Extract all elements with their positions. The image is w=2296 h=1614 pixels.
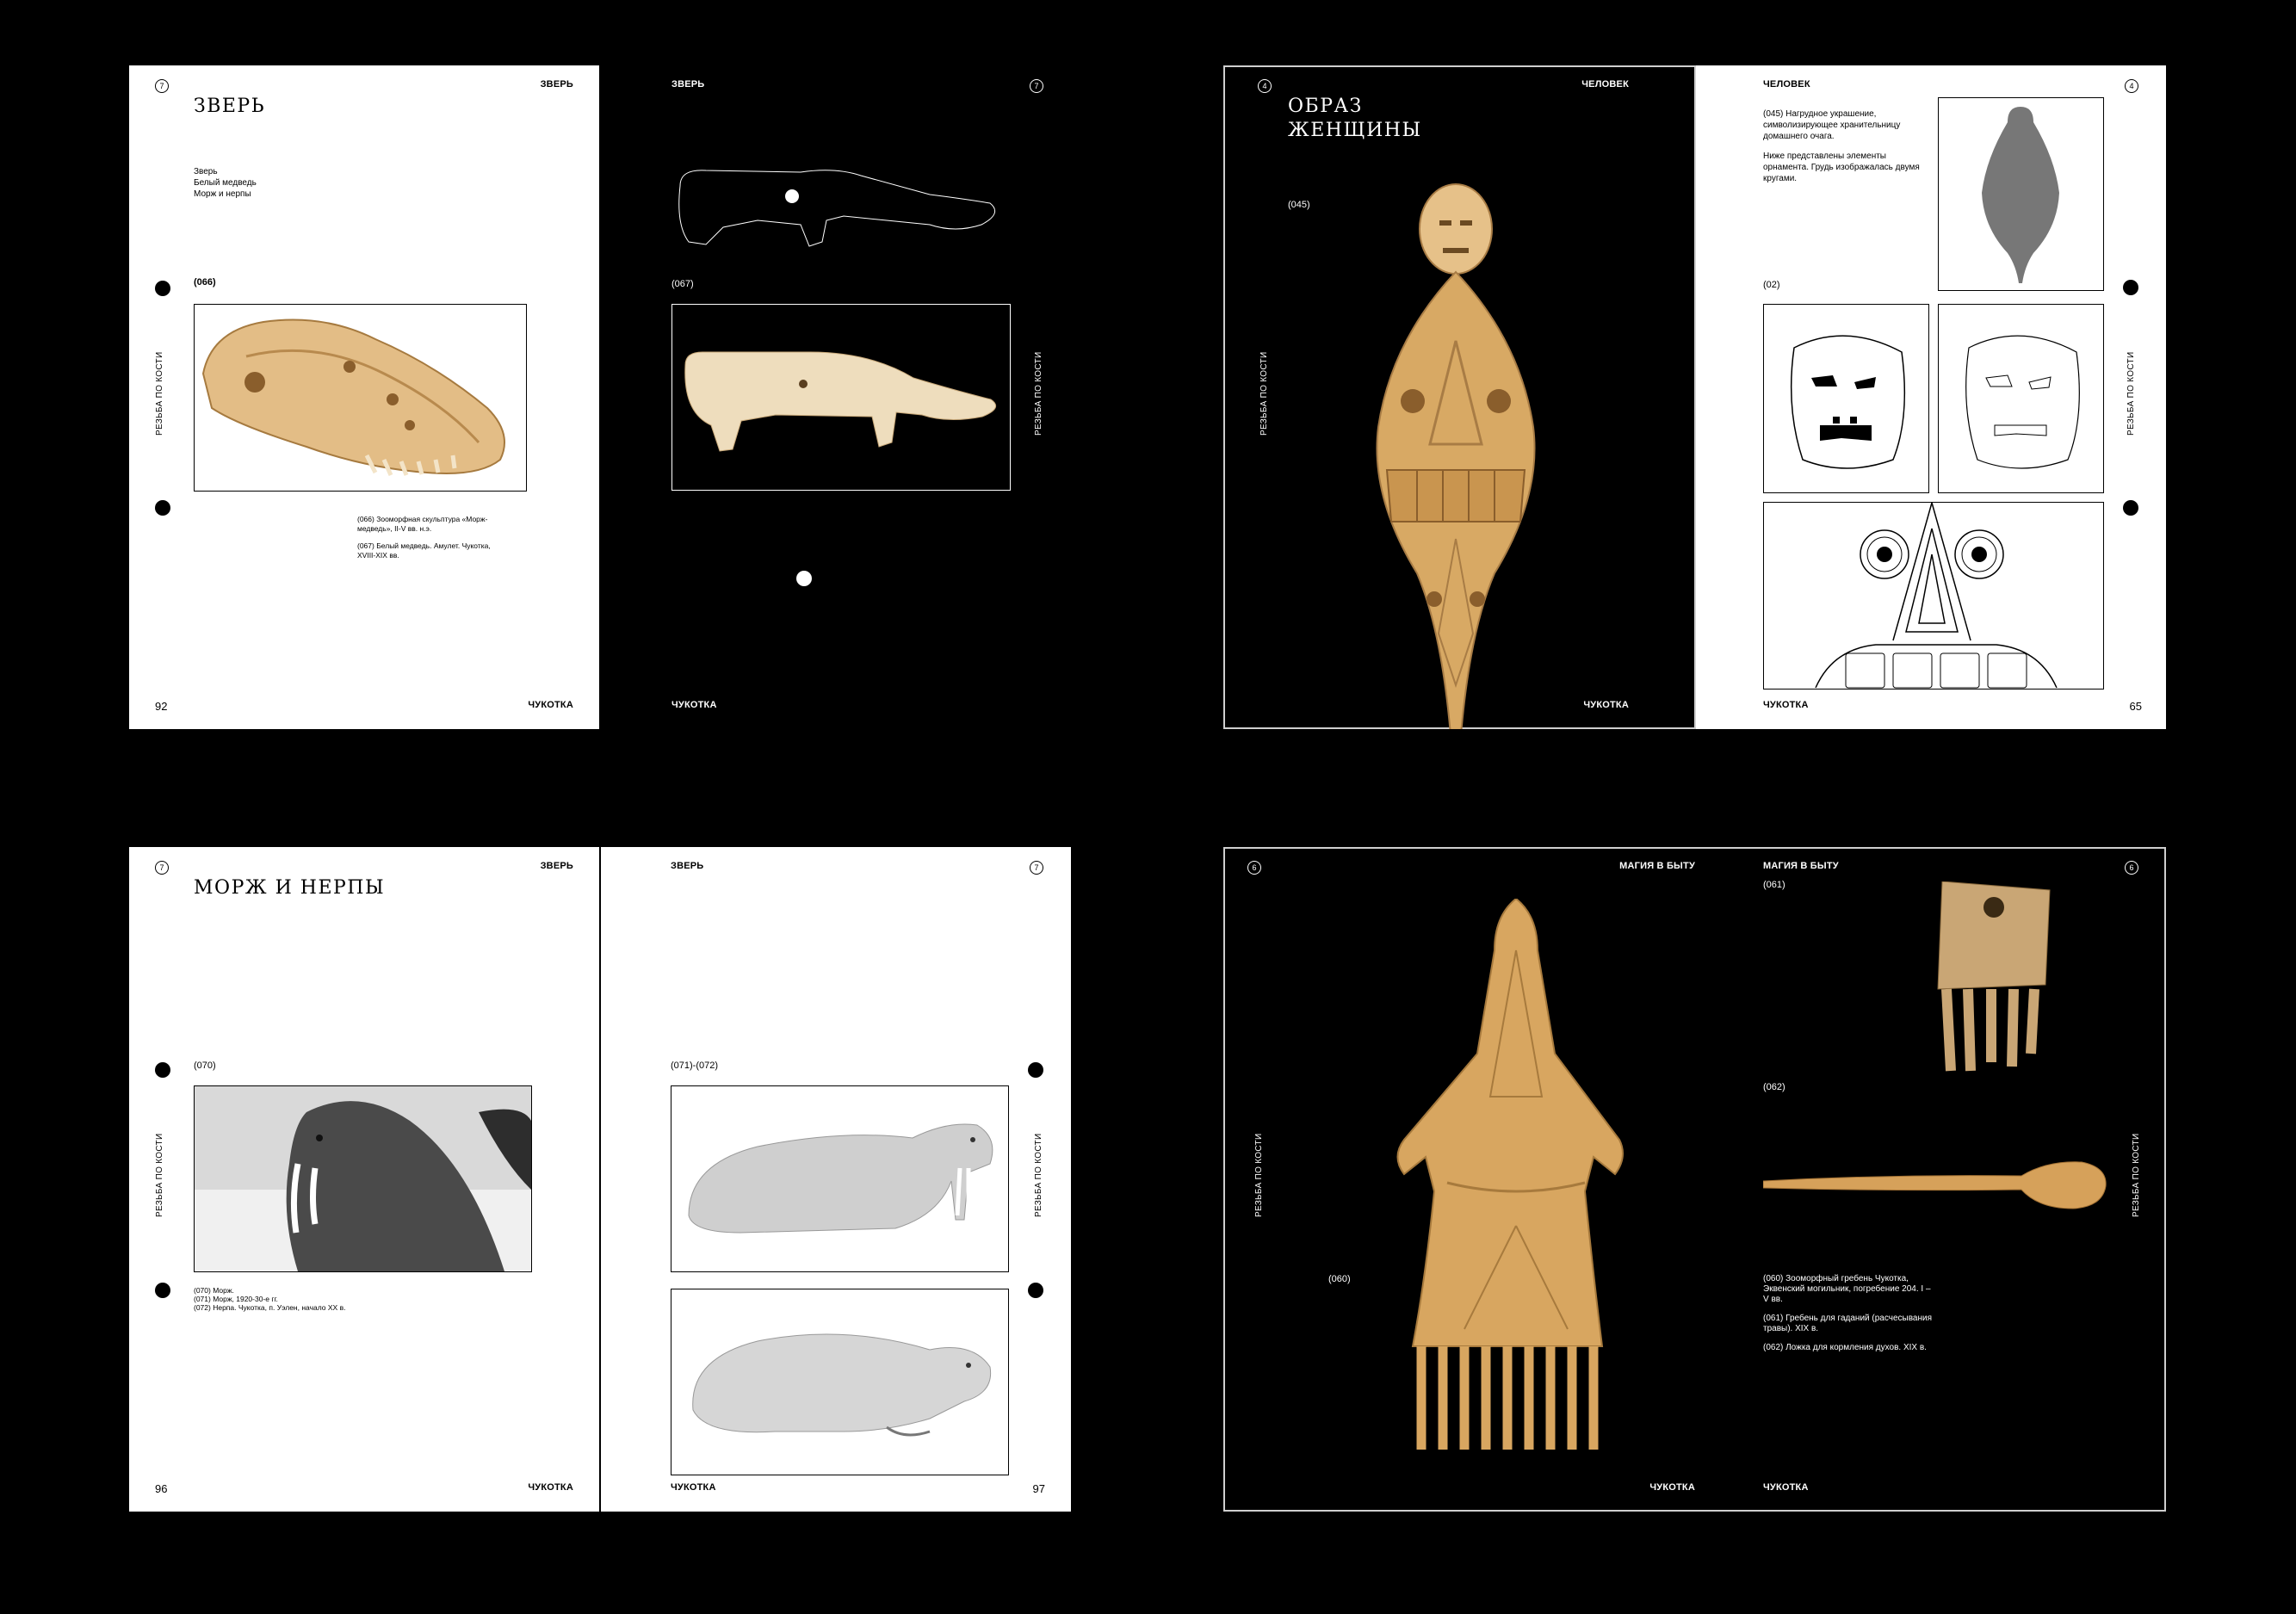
- vertical-section-label: РЕЗЬБА ПО КОСТИ: [2132, 1133, 2141, 1217]
- pendant-ornament-line-drawing: [1764, 503, 2103, 689]
- chapter-number-badge: 4: [1258, 79, 1272, 93]
- spirit-feeding-spoon-image: [1763, 1155, 2107, 1215]
- walrus-photo: [195, 1086, 531, 1271]
- figure-code: (071)-(072): [671, 1061, 719, 1071]
- binding-hole: [1028, 1283, 1043, 1298]
- figure-code: (045): [1288, 200, 1310, 210]
- chapter-title: ОБРАЗ ЖЕНЩИНЫ: [1288, 96, 1422, 141]
- chapter-number-badge: 7: [1030, 861, 1043, 875]
- binding-hole: [155, 1062, 170, 1078]
- vertical-section-label: РЕЗЬБА ПО КОСТИ: [155, 351, 164, 436]
- vertical-section-label: РЕЗЬБА ПО КОСТИ: [1034, 351, 1043, 436]
- chapter-number-badge: 7: [1030, 79, 1043, 93]
- captions: [194, 1286, 418, 1312]
- running-header: ЗВЕРЬ: [671, 79, 705, 90]
- binding-hole: [2123, 500, 2138, 516]
- running-footer: ЧУКОТКА: [1763, 1482, 1809, 1493]
- toc-item: Зверь: [194, 167, 218, 176]
- binding-hole: [155, 1283, 170, 1298]
- vertical-section-label: РЕЗЬБА ПО КОСТИ: [155, 1133, 164, 1217]
- running-footer: ЧУКОТКА: [1763, 700, 1809, 710]
- caption: (061) Гребень для гаданий (расчесывания травы). XIX в.: [1763, 1314, 1932, 1333]
- toc-item: Белый медведь: [194, 178, 257, 188]
- caption: (067) Белый медведь. Амулет. Чукотка, XVIII-XIX вв.: [357, 541, 491, 560]
- page-number: 96: [155, 1482, 168, 1495]
- spread1-left-page: [129, 65, 599, 729]
- caption: (062) Ложка для кормления духов. XIX в.: [1763, 1343, 1927, 1352]
- figure-frame: [194, 1085, 532, 1272]
- binding-hole: [796, 571, 812, 586]
- figure-code: (061): [1763, 880, 1785, 890]
- binding-hole: [155, 281, 170, 296]
- figure-frame: [671, 304, 1011, 491]
- running-header: ЧЕЛОВЕК: [1763, 79, 1810, 90]
- binding-hole: [1028, 1062, 1043, 1078]
- running-header: ЧЕЛОВЕК: [1581, 79, 1629, 90]
- spread4-page: [1223, 847, 2166, 1512]
- seal-figurine-image: [671, 1289, 1008, 1475]
- polar-bear-amulet-image: [672, 305, 1010, 490]
- divination-comb-image: [1929, 881, 2058, 1079]
- running-footer: ЧУКОТКА: [528, 700, 573, 710]
- chapter-number-badge: 7: [155, 861, 169, 875]
- chapter-number-badge: 6: [2125, 861, 2138, 875]
- figure-code: (062): [1763, 1082, 1785, 1092]
- figure-code: (067): [671, 279, 694, 289]
- running-header: ЗВЕРЬ: [540, 79, 573, 90]
- polar-bear-outline: [671, 160, 999, 250]
- figure-code: (070): [194, 1061, 216, 1071]
- spread1-right-page: [635, 65, 1071, 729]
- figure-frame: [671, 1289, 1009, 1475]
- figure-code: (060): [1328, 1274, 1351, 1284]
- figure-frame: [194, 304, 527, 492]
- caption: (060) Зооморфный гребень Чукотка, Эквенский могильник, погребение 204. I – V вв.: [1763, 1274, 1931, 1304]
- running-footer: ЧУКОТКА: [1649, 1482, 1695, 1493]
- female-figure-pendant-image: [1348, 169, 1563, 729]
- captions: [1763, 1274, 1935, 1353]
- figure-frame: [1763, 502, 2104, 690]
- description-paragraph: (045) Нагрудное украшение, символизирующее хранительницу домашнего очага.: [1763, 109, 1901, 141]
- spread2-right-page: [1696, 65, 2166, 729]
- vertical-section-label: РЕЗЬБА ПО КОСТИ: [1254, 1133, 1264, 1217]
- vertical-section-label: РЕЗЬБА ПО КОСТИ: [2126, 351, 2136, 436]
- page-number: 92: [155, 700, 168, 713]
- caption: (070) Морж.: [194, 1286, 234, 1295]
- running-footer: ЧУКОТКА: [671, 700, 717, 710]
- binding-hole: [155, 500, 170, 516]
- spread3-right-page: [601, 847, 1071, 1512]
- description: [1763, 108, 1931, 184]
- vertical-section-label: РЕЗЬБА ПО КОСТИ: [1034, 1133, 1043, 1217]
- chapter-title: МОРЖ И НЕРПЫ: [194, 877, 386, 899]
- binding-hole: [2123, 280, 2138, 295]
- figure-code: (066): [194, 277, 216, 288]
- running-header: МАГИЯ В БЫТУ: [1619, 861, 1695, 871]
- figure-code: (02): [1763, 280, 1780, 290]
- running-header: МАГИЯ В БЫТУ: [1763, 861, 1839, 871]
- table-of-contents: [194, 166, 257, 200]
- walrus-bear-sculpture-image: [195, 305, 526, 491]
- walrus-figurine-image: [671, 1086, 1008, 1271]
- running-footer: ЧУКОТКА: [528, 1482, 573, 1493]
- caption: (072) Нерпа. Чукотка, п. Уэлен, начало XX в.: [194, 1303, 346, 1312]
- zoomorphic-comb-image: [1396, 899, 1637, 1450]
- chapter-number-badge: 7: [155, 79, 169, 93]
- running-footer: ЧУКОТКА: [671, 1482, 716, 1493]
- description-paragraph: Ниже представлены элементы орнамента. Грудь изображалась двумя кругами.: [1763, 152, 1920, 183]
- face-ornament-diagram-filled: [1764, 305, 1928, 492]
- spread2-left-page: [1223, 65, 1696, 729]
- figure-frame: [1763, 304, 1929, 493]
- chapter-number-badge: 4: [2125, 79, 2138, 93]
- figure-frame: [1938, 304, 2104, 493]
- vertical-section-label: РЕЗЬБА ПО КОСТИ: [1259, 351, 1269, 436]
- page-number: 97: [1032, 1482, 1045, 1495]
- running-header: ЗВЕРЬ: [540, 861, 573, 871]
- page-number: 65: [2129, 700, 2142, 713]
- chapter-number-badge: 6: [1247, 861, 1261, 875]
- figure-frame: [1938, 97, 2104, 291]
- caption: (071) Морж, 1920-30-е гг.: [194, 1295, 278, 1303]
- face-ornament-diagram-outline: [1939, 305, 2103, 492]
- captions: [357, 515, 495, 560]
- running-header: ЗВЕРЬ: [671, 861, 704, 871]
- toc-item: Морж и нерпы: [194, 189, 251, 199]
- figure-frame: [671, 1085, 1009, 1272]
- spread3-left-page: [129, 847, 599, 1512]
- caption: (066) Зооморфная скульптура «Морж-медведь», II-V вв. н.э.: [357, 515, 488, 533]
- chapter-title: ЗВЕРЬ: [194, 96, 266, 117]
- running-footer: ЧУКОТКА: [1583, 700, 1629, 710]
- pendant-silhouette-diagram: [1939, 98, 2103, 290]
